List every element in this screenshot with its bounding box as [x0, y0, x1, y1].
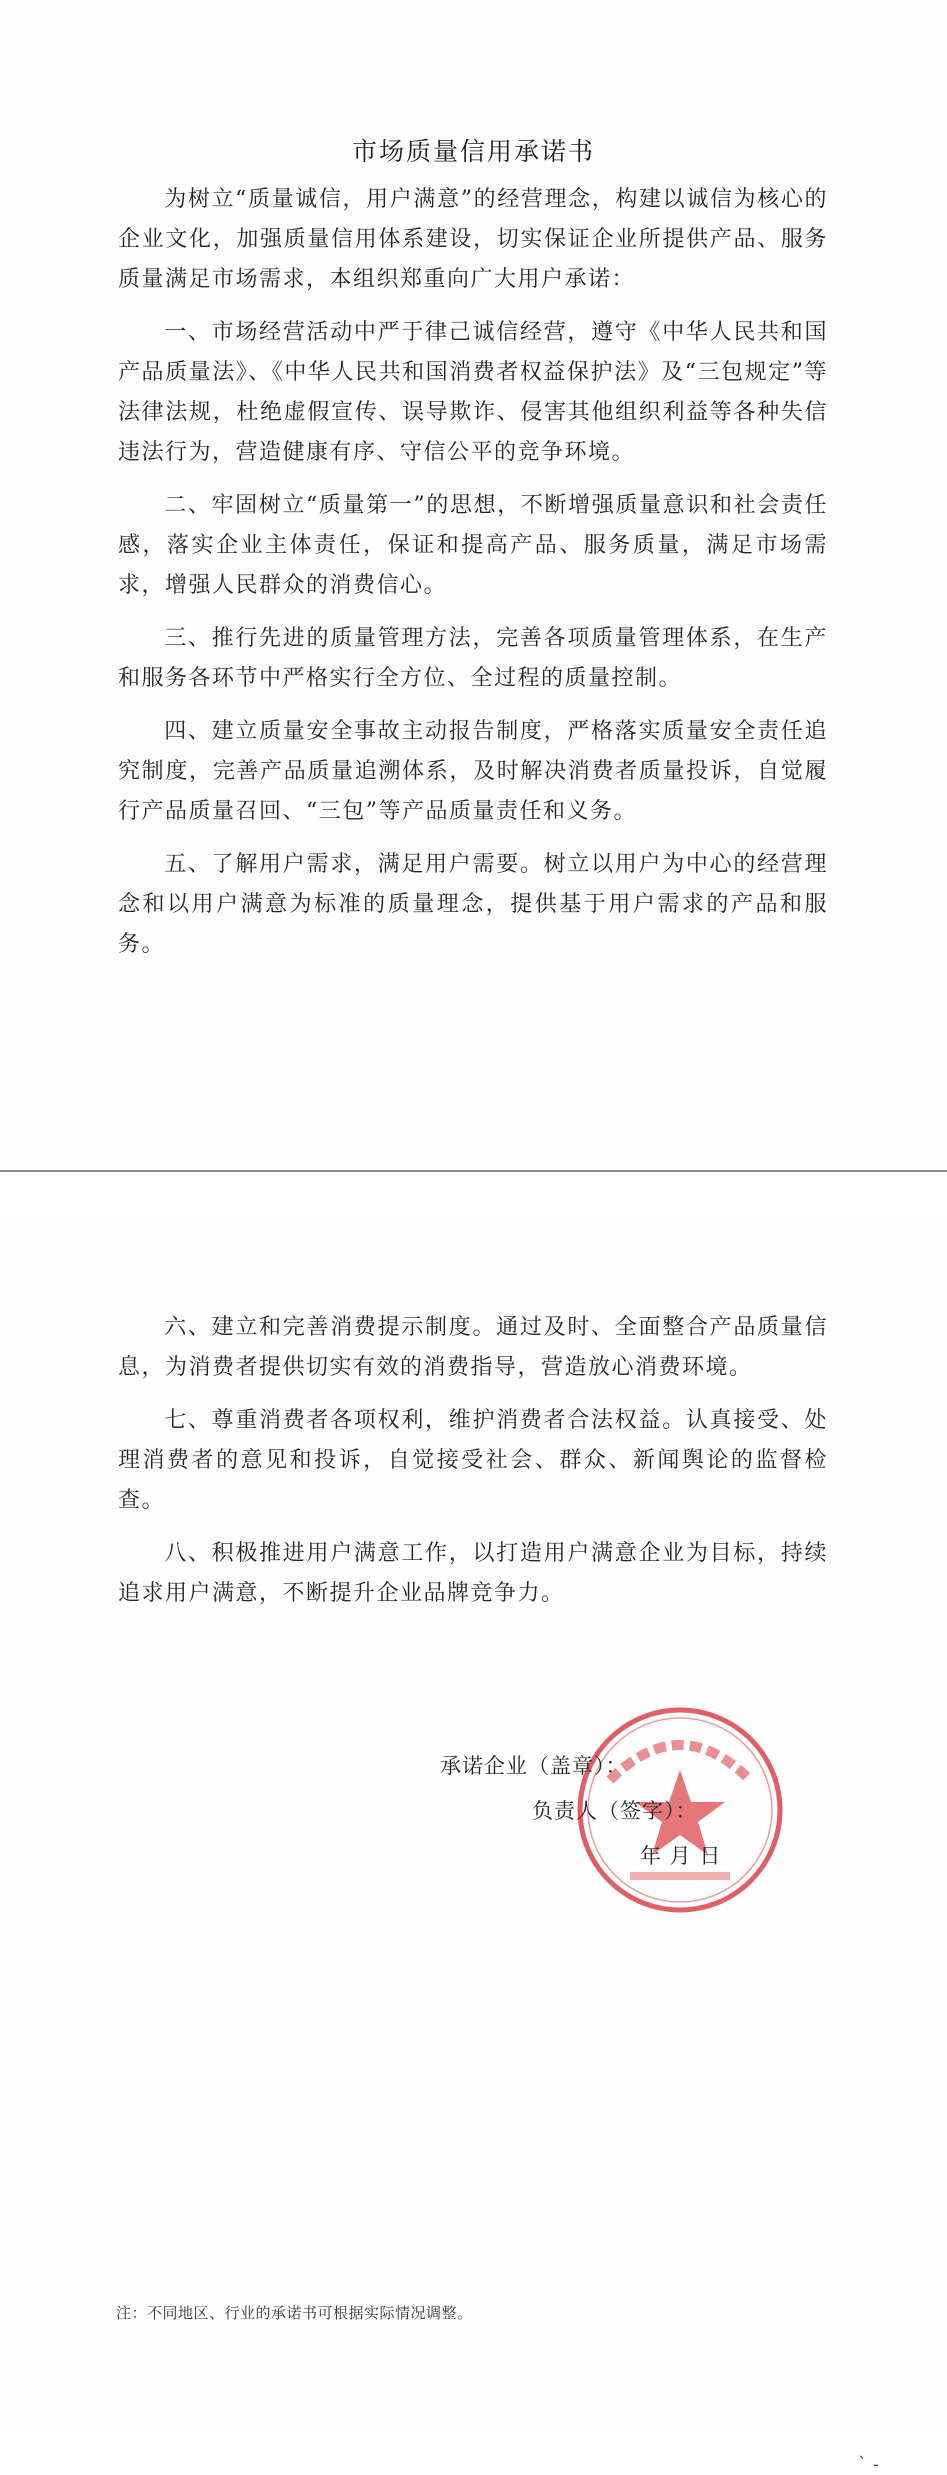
- paragraph-7: 七、尊重消费者各项权利，维护消费者合法权益。认真接受、处理消费者的意见和投诉，自觉接受社会、群众、新闻舆论的监督检查。: [118, 1408, 828, 1513]
- signature-block: [440, 1744, 840, 1879]
- page1-body: [118, 180, 828, 978]
- footnote: 注：不同地区、行业的承诺书可根据实际情况调整。: [116, 2304, 473, 2322]
- paragraph-2: 二、牢固树立“质量第一”的思想，不断增强质量意识和社会责任感，落实企业主体责任，保证和提高产品、服务质量，满足市场需求，增强人民群众的消费信心。: [118, 493, 828, 598]
- paragraph-3: 三、推行先进的质量管理方法，完善各项质量管理体系，在生产和服务各环节中严格实行全方位、全过程的质量控制。: [118, 626, 828, 691]
- page2-body: [118, 1308, 828, 1627]
- company-stamp-label: 承诺企业（盖章）：: [440, 1754, 628, 1778]
- paragraph-5: 五、了解用户需求，满足用户需要。树立以用户为中心的经营理念和以用户满意为标准的质量理念，提供基于用户需求的产品和服务。: [118, 852, 828, 957]
- paragraph-8: 八、积极推进用户满意工作，以打造用户满意企业为目标，持续追求用户满意，不断提升企业品牌竞争力。: [118, 1541, 828, 1606]
- paragraph-1: 一、市场经营活动中严于律己诚信经营，遵守《中华人民共和国产品质量法》、《中华人民共和国消费者权益保护法》及“三包规定”等法律法规，杜绝虚假宣传、误导欺诈、侵害其他组织利益等各种失信违法行为，营造健康有序、守信公平的竞争环境。: [118, 320, 828, 465]
- paragraph-4: 四、建立质量安全事故主动报告制度，严格落实质量安全责任追究制度，完善产品质量追溯体系，及时解决消费者质量投诉，自觉履行产品质量召回、“三包”等产品质量责任和义务。: [118, 719, 828, 824]
- paragraph-intro: 为树立“质量诚信，用户满意”的经营理念，构建以诚信为核心的企业文化，加强质量信用体系建设，切实保证企业所提供产品、服务质量满足市场需求，本组织郑重向广大用户承诺：: [118, 187, 828, 292]
- date-label: 年 月 日: [640, 1844, 722, 1868]
- paragraph-6: 六、建立和完善消费提示制度。通过及时、全面整合产品质量信息，为消费者提供切实有效的消费指导，营造放心消费环境。: [118, 1315, 828, 1380]
- document-title: 市场质量信用承诺书: [351, 137, 595, 166]
- document-page-1: [0, 0, 947, 1170]
- responsible-person-label: 负责人（签字）：: [532, 1799, 698, 1823]
- scan-mark: ` -: [858, 2454, 879, 2475]
- page-divider: [0, 1170, 947, 1216]
